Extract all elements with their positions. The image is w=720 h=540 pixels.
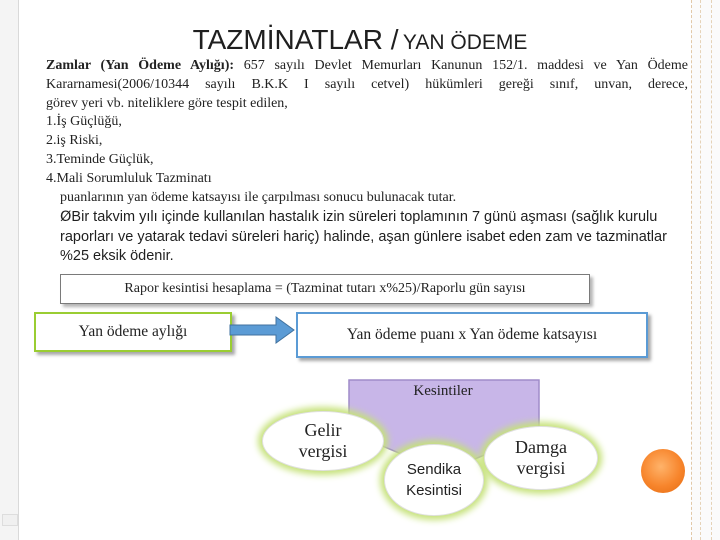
slide-title: [0, 24, 720, 56]
yan-odeme-formula-label: Yan ödeme puanı x Yan ödeme katsayısı: [346, 326, 598, 343]
body-text: [46, 57, 688, 267]
slide-frame-right: [691, 0, 720, 540]
list-item: 2.iş Riski,: [46, 133, 103, 149]
frame-corner-mark: [2, 514, 18, 526]
list-item: 1.İş Güçlüğü,: [46, 114, 122, 130]
gelir-vergisi-oval: [262, 411, 384, 471]
damga-vergisi-line1: Damga: [515, 437, 567, 457]
body-line-3: görev yeri vb. niteliklere göre tespit edilen,: [46, 95, 288, 111]
sendika-kesintisi-oval: [384, 444, 484, 516]
sendika-kesintisi-line1: Sendika: [406, 461, 462, 478]
sick-leave-text: Bir takvim yılı içinde kullanılan hastalık izin süreleri toplamının 7 günü aşması (sağlık kurulu raporları ve yatarak tedavi süreleri hariç) halinde, aşan günlere isabet eden zam ve tazminatlar %25 eksik ödenir.: [60, 209, 667, 265]
yan-odeme-ayligi-label: Yan ödeme aylığı: [78, 323, 188, 340]
list-item: 3.Teminde Güçlük,: [46, 151, 154, 167]
body-line-2: Kararnamesi(2006/10344 sayılı B.K.K I sayılı cetvel) hükümleri gereği sınıf, unvan, derece,: [46, 76, 688, 92]
right-arrow-icon: [228, 316, 298, 346]
body-line-1: [46, 57, 688, 76]
frame-rail: [700, 0, 712, 540]
sendika-kesintisi-line2: Kesintisi: [406, 482, 462, 499]
slide-frame-left: [0, 0, 19, 540]
damga-vergisi-line2: vergisi: [516, 458, 566, 478]
body-tail: puanlarının yan ödeme katsayısı ile çarpılması sonucu bulunacak tutar.: [60, 189, 457, 205]
yan-odeme-ayligi-box: [34, 312, 232, 352]
sick-leave-note: [46, 208, 688, 267]
yan-odeme-formula-box: [296, 312, 648, 358]
arrow-bullet-icon: Ø: [60, 209, 72, 226]
title-sub: YAN ÖDEME: [402, 31, 528, 54]
gelir-vergisi-line2: vergisi: [298, 441, 348, 461]
body-line-1-rest: 657 sayılı Devlet Memurları Kanunun 152/1. maddesi ve Yan Ödeme: [234, 58, 688, 73]
orange-circle-decoration: [641, 449, 685, 493]
yan-odeme-definition-label: Zamlar (Yan Ödeme Aylığı):: [46, 58, 235, 73]
kesintiler-label: Kesintiler: [413, 383, 473, 399]
list-item: 4.Mali Sorumluluk Tazminatı: [46, 170, 212, 186]
damga-vergisi-oval: [484, 426, 598, 490]
title-main: TAZMİNATLAR /: [192, 24, 399, 55]
formula-text: Rapor kesintisi hesaplama = (Tazminat tutarı x%25)/Raporlu gün sayısı: [124, 281, 526, 296]
gelir-vergisi-line1: Gelir: [304, 420, 342, 440]
formula-box: [60, 274, 590, 304]
